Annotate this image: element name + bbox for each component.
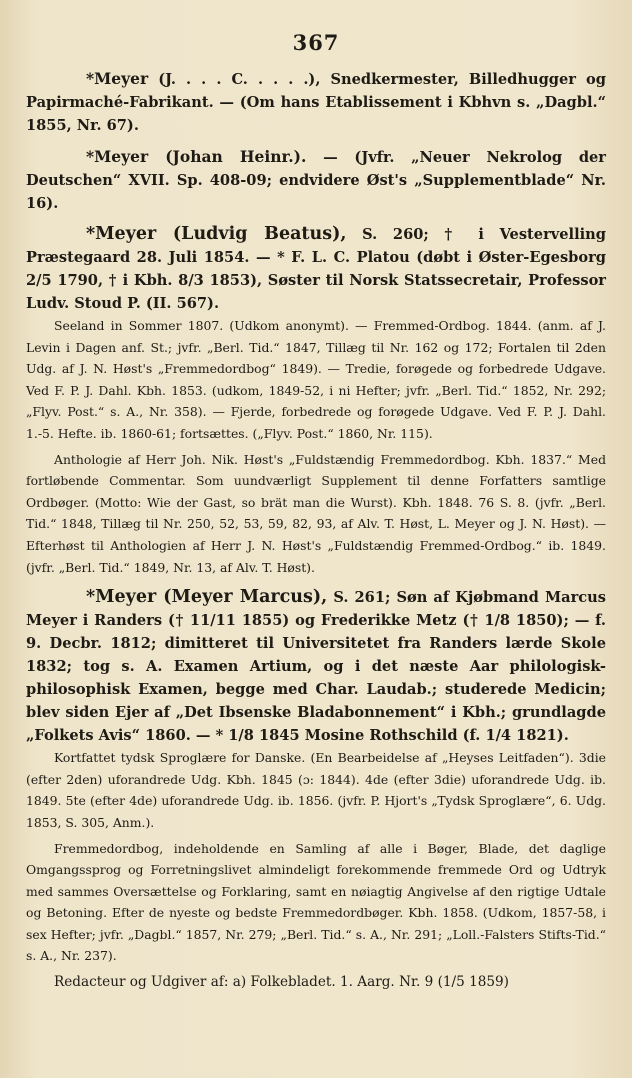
entry-head: *Meyer (Johan Heinr.). [86, 147, 307, 166]
work-seeland-fremmedordbog: Seeland in Sommer 1807. (Udkom anonymt). — Fremmed-Ordbog. 1844. (anm. af J. Levin i Dagen anf. St.; jvfr. „Berl. Tid.“ 1847, Tillæg til Nr. 162 og 172; Fortalen til 2den Udg. af J. N. Høst's „Fremmedordbog“ 1849). — Tredie, forøgede og forbedrede Udgave. Ved F. P. J. Dahl. Kbh. 1853. (udkom, 1849-52, i ni Hefter; jvfr. „Berl. Tid.“ 1852, Nr. 292; „Flyv. Post.“ s. A., Nr. 358). — Fjerde, forbedrede og forøgede Udgave. Ved F. P. J. Dahl. 1.-5. Hefte. ib. 1860-61; fortsættes. („Flyv. Post.“ 1860, Nr. 115). [26, 318, 606, 441]
work-anthologie: Anthologie af Herr Joh. Nik. Høst's „Fuldstændig Fremmedordbog. Kbh. 1837.“ Med fortløbende Commentar. Som uundværligt Supplement til denne Forfatters samtlige Ordbøger. (Motto: Wie der Gast, so brät man die Wurst). Kbh. 1848. 76 S. 8. (jvfr. „Berl. Tid.“ 1848, Tillæg til Nr. 250, 52, 53, 59, 82, 93, af Alv. T. Høst, L. Meyer og J. N. Høst). — Efterhøst til Anthologien af Herr J. N. Høst's „Fuldstændig Fremmed-Ordbog.“ ib. 1849. (jvfr. „Berl. Tid.“ 1849, Nr. 13, af Alv. T. Høst). [26, 451, 606, 575]
work-redacteur: Redacteur og Udgiver af: a) Folkebladet. 1. Aarg. Nr. 9 (1/5 1859) [54, 974, 509, 991]
entry-text [26, 145, 606, 215]
entry-body: — (Jvfr. „Neuer Nekrolog der Deutschen“ XVII. Sp. 408-09; endvidere Øst's „Supplementblade“ Nr. 16). [26, 149, 606, 212]
entry-head: *Meyer (Ludvig Beatus), [86, 224, 347, 244]
page-number: 367 [292, 30, 340, 55]
entry-text [26, 67, 606, 137]
entry-head: *Meyer (Meyer Marcus), [86, 587, 328, 608]
entry-body: S. 260; † i Vestervelling Præstegaard 28. Juli 1854. — * F. L. C. Platou (døbt i Øster-Egesborg 2/5 1790, † i Kbh. 8/3 1853), Søster til Norsk Statssecretair, Professor Ludv. Stoud P. (II. 567). [26, 226, 606, 312]
entry-body: (J. . . . C. . . . .), Snedkermester, Billedhugger og Papirmaché-Fabrikant. — (Om hans Etablissement i Kbhvn s. „Dagbl.“ 1855, Nr. 67). [26, 71, 606, 134]
entry-body: S. 261; Søn af Kjøbmand Marcus Meyer i Randers († 11/11 1855) og Frederikke Metz († 1/8 1850); — f. 9. Decbr. 1812; dimitteret til Universitetet fra Randers lærde Skole 1832; tog s. A. Examen Artium, og i det næste Aar philologisk-philosophisk Examen, begge med Char. Laudab.; studerede Medicin; blev siden Ejer af „Det Ibsenske Bladabonnement“ i Kbh.; grundlagde „Folkets Avis“ 1860. — * 1/8 1845 Mosine Rothschild (f. 1/4 1821). [26, 589, 606, 745]
work-sproglaere: Kortfattet tydsk Sproglære for Danske. (En Bearbeidelse af „Heyses Leitfaden“). 3die (efter 2den) uforandrede Udg. Kbh. 1845 (ɔ: 1844). 4de (efter 3die) uforandrede Udg. ib. 1849. 5te (efter 4de) uforandrede Udg. ib. 1856. (jvfr. P. Hjort's „Tydsk Sproglære“, 6. Udg. 1853, S. 305, Anm.). [26, 750, 606, 830]
entry-text [26, 586, 606, 747]
entry-meyer-ludvig-beatus [26, 223, 606, 578]
work-fremmedordbog: Fremmedordbog, indeholdende en Samling af alle i Bøger, Blade, det daglige Omgangssprog og Forretningslivet almindeligt forekommende fremmede Ord og Udtryk med sammes Oversættelse og Forklaring, samt en nøiagtig Angivelse af den rigtige Udtale og Betoning. Efter de nyeste og bedste Fremmedordbøger. Kbh. 1858. (Udkom, 1857-58, i sex Hefter; jvfr. „Dagbl.“ 1857, Nr. 279; „Berl. Tid.“ s. A., Nr. 291; „Loll.-Falsters Stifts-Tid.“ s. A., Nr. 237). [26, 840, 606, 964]
entry-head: *Meyer [86, 69, 149, 88]
entry-meyer-johan-heinr [26, 145, 606, 215]
entry-meyer-j-c [26, 67, 606, 137]
entry-meyer-meyer-marcus [26, 586, 606, 993]
entry-text [26, 223, 606, 315]
